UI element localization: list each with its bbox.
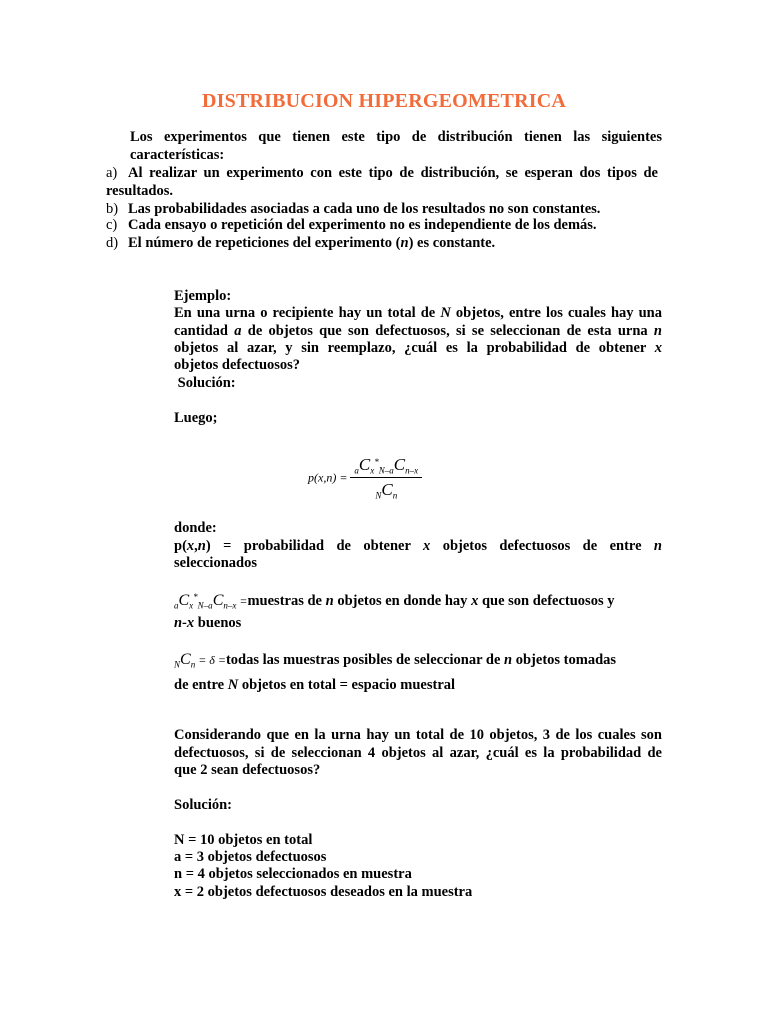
definition-px-line-2: seleccionados — [174, 555, 257, 571]
text: objetos tomadas — [512, 652, 617, 668]
list-label: d) — [106, 235, 119, 251]
list-label: c) — [106, 217, 118, 233]
given-desired-defective: x = 2 objetos defectuosos deseados en la muestra — [174, 884, 473, 900]
list-text: Las probabilidades asociadas a cada uno de los resultados no son constantes. — [128, 201, 601, 217]
variable: n — [504, 652, 513, 668]
variable: N — [440, 305, 451, 321]
text: de entre — [174, 677, 228, 693]
text: En una urna o recipiente hay un total de — [174, 305, 441, 321]
list-item — [106, 216, 662, 234]
intro-line-1: Los experimentos que tienen este tipo de distribución tienen las siguientes — [130, 129, 662, 145]
variable: n — [325, 593, 334, 609]
solution-label: Solución: — [174, 375, 236, 391]
sample-space-formula: $_NC_n = \delta$ = — [174, 651, 226, 670]
text: objetos defectuosos de entre — [430, 538, 654, 554]
text: , — [194, 538, 198, 554]
text: cantidad — [174, 323, 235, 339]
variable: n — [197, 538, 206, 554]
variable: x — [423, 538, 431, 554]
variable: n — [653, 538, 662, 554]
formula-fraction — [350, 455, 422, 501]
variable: n — [400, 235, 409, 251]
formula-denominator: $_NC_n$ — [375, 480, 398, 501]
list-text: Al realizar un experimento con este tipo de distribución, se esperan dos tipos de — [128, 165, 658, 181]
text: p( — [174, 538, 187, 554]
problem-solution-label: Solución: — [174, 797, 233, 813]
example-heading: Ejemplo: — [174, 288, 232, 304]
formula-lhs: p(x,n) = — [308, 470, 348, 485]
hypergeometric-formula — [308, 455, 422, 501]
list-text-end: ) es constante. — [408, 235, 496, 251]
intro-line-2: características: — [130, 147, 225, 163]
list-text: Cada ensayo o repetición del experimento no es independiente de los demás. — [128, 217, 597, 233]
text: objetos al azar, y sin reemplazo, ¿cuál es la probabilidad de obtener — [174, 340, 655, 356]
list-label: b) — [106, 201, 119, 217]
variable: x — [654, 340, 662, 356]
combination-formula: $_aC_x^*_{N-a}C_{n-x}$ = — [174, 592, 248, 611]
text: objetos en donde hay — [333, 593, 472, 609]
list-item — [106, 164, 662, 182]
variable: n — [653, 323, 662, 339]
definition-combination-line-2 — [174, 614, 241, 632]
formula-numerator: $_aC_x^*_{N-a}C_{n-x}$ — [350, 455, 422, 478]
definition-combination — [174, 592, 662, 610]
variable: N — [227, 677, 239, 693]
donde-heading: donde: — [174, 520, 217, 536]
list-text: El número de repeticiones del experimento ( — [128, 235, 401, 251]
variable: n-x — [174, 615, 195, 631]
variable: x — [471, 593, 479, 609]
definition-sample-space-line-2 — [174, 676, 455, 694]
example-line-1 — [174, 304, 662, 322]
example-line-3 — [174, 339, 662, 357]
problem-line-1: Considerando que en la urna hay un total de 10 objetos, 3 de los cuales son — [174, 727, 662, 743]
given-sample-size: n = 4 objetos seleccionados en muestra — [174, 866, 412, 882]
variable: x — [186, 538, 195, 554]
text: que son defectuosos y — [478, 593, 615, 609]
text: muestras de — [247, 593, 326, 609]
list-item-continuation: resultados. — [106, 183, 174, 199]
given-total: N = 10 objetos en total — [174, 832, 313, 848]
text: todas las muestras posibles de seleccionar de — [225, 652, 505, 668]
problem-line-2: defectuosos, si de seleccionan 4 objetos al azar, ¿cuál es la probabilidad de — [174, 745, 662, 761]
text: objetos en total = espacio muestral — [238, 677, 456, 693]
example-line-4: objetos defectuosos? — [174, 357, 301, 373]
problem-line-3: que 2 sean defectuosos? — [174, 762, 321, 778]
example-line-2 — [174, 322, 662, 340]
list-label: a) — [106, 165, 118, 181]
luego-label: Luego; — [174, 410, 218, 426]
given-defective: a = 3 objetos defectuosos — [174, 849, 327, 865]
page-title: DISTRIBUCION HIPERGEOMETRICA — [202, 90, 566, 112]
list-item — [106, 234, 662, 252]
text: objetos, entre los cuales hay una — [450, 305, 662, 321]
variable: a — [234, 323, 242, 339]
definition-px-line-1 — [174, 537, 662, 555]
text: buenos — [194, 615, 242, 631]
definition-sample-space — [174, 651, 662, 669]
text: ) = probabilidad de obtener — [205, 538, 424, 554]
text: de objetos que son defectuosos, si se seleccionan de esta urna — [241, 323, 654, 339]
